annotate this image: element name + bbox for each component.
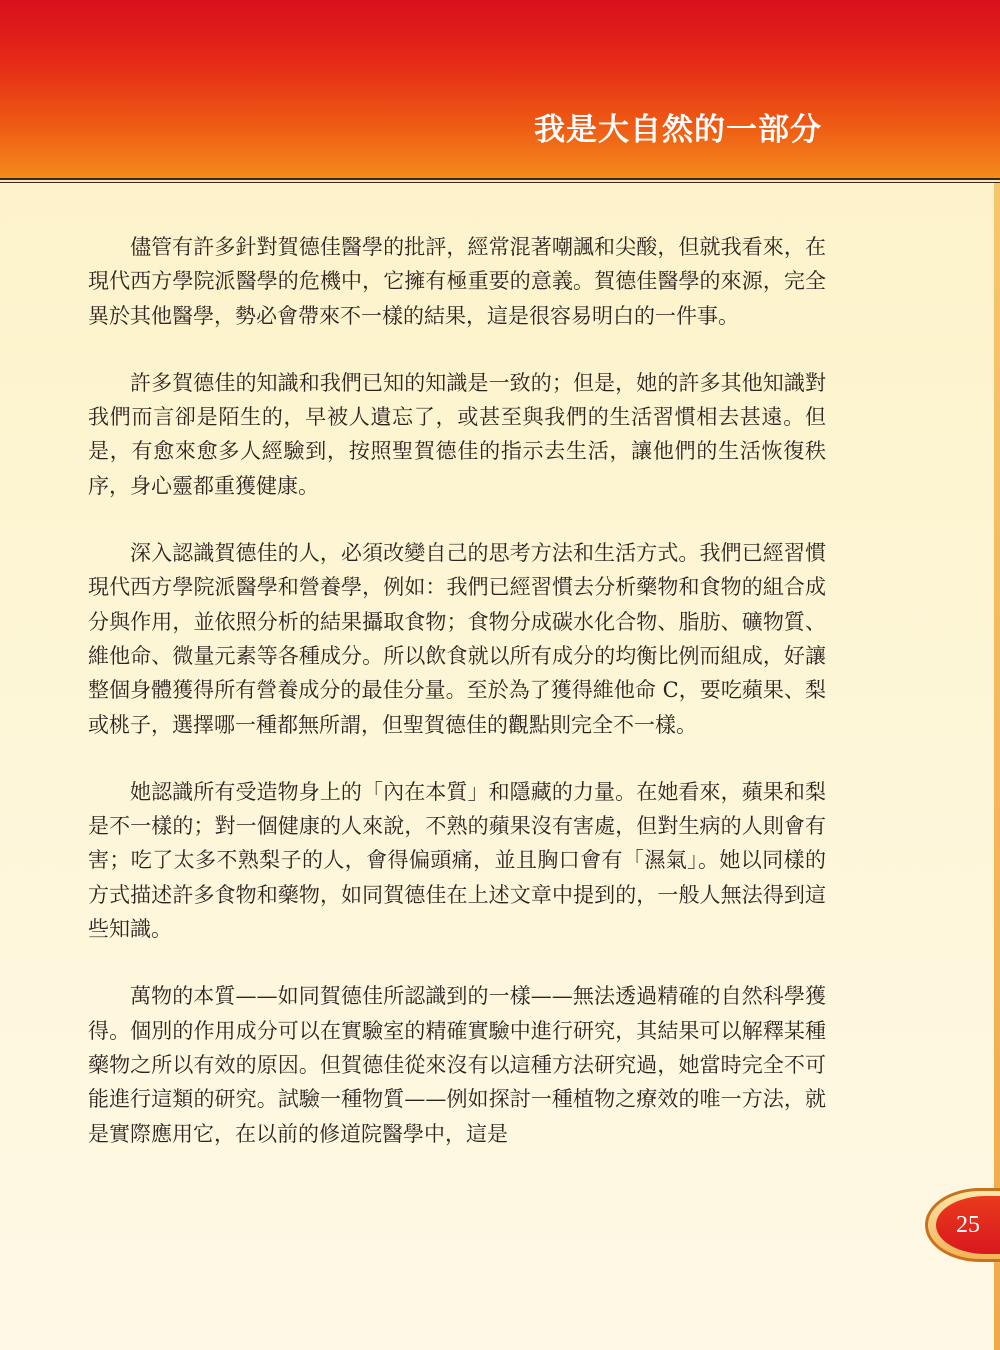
paragraph-4: 她認識所有受造物身上的「內在本質」和隱藏的力量。在她看來，蘋果和梨是不一樣的；對一個健康的人來說，不熟的蘋果沒有害處，但對生病的人則會有害；吃了太多不熟梨子的人，會得偏頭痛，並且胸口會有「濕氣」。她以同樣的方式描述許多食物和藥物，如同賀德佳在上述文章中提到的，一般人無法得到這些知識。 [88,779,826,942]
paragraph-1: 儘管有許多針對賀德佳醫學的批評，經常混著嘲諷和尖酸，但就我看來，在現代西方學院派醫學的危機中，它擁有極重要的意義。賀德佳醫學的來源，完全異於其他醫學，勢必會帶來不一樣的結果，這是很容易明白的一件事。 [88,235,826,328]
paragraph-2: 許多賀德佳的知識和我們已知的知識是一致的；但是，她的許多其他知識對我們而言卻是陌生的，早被人遺忘了，或甚至與我們的生活習慣相去甚遠。但是，有愈來愈多人經驗到，按照聖賀德佳的指示去生活，讓他們的生活恢復秩序，身心靈都重獲健康。 [88,370,826,498]
header-band [0,0,1000,178]
paragraph-3: 深入認識賀德佳的人，必須改變自己的思考方法和生活方式。我們已經習慣現代西方學院派醫學和營養學，例如：我們已經習慣去分析藥物和食物的組合成分與作用，並依照分析的結果攝取食物；食物分成碳水化合物、脂肪、礦物質、維他命、微量元素等各種成分。所以飲食就以所有成分的均衡比例而組成，好讓整個身體獲得所有營養成分的最佳分量。至於為了獲得維他命 C，要吃蘋果、梨或桃子，選擇哪一種都無所謂，但聖賀德佳的觀點則完全不一樣。 [88,541,826,737]
page-number: 25 [956,1212,980,1238]
page-edge-decoration [994,183,1000,1350]
chapter-title: 我是大自然的一部分 [534,112,822,148]
paragraph-5: 萬物的本質——如同賀德佳所認識到的一樣——無法透過精確的自然科學獲得。個別的作用成分可以在實驗室的精確實驗中進行研究，其結果可以解釋某種藥物之所以有效的原因。但賀德佳從來沒有以這種方法研究過，她當時完全不可能進行這類的研究。試驗一種物質——例如探討一種植物之療效的唯一方法，就是實際應用它，在以前的修道院醫學中，這是 [88,984,826,1146]
body-text [88,230,826,1151]
header-divider [0,178,1000,183]
